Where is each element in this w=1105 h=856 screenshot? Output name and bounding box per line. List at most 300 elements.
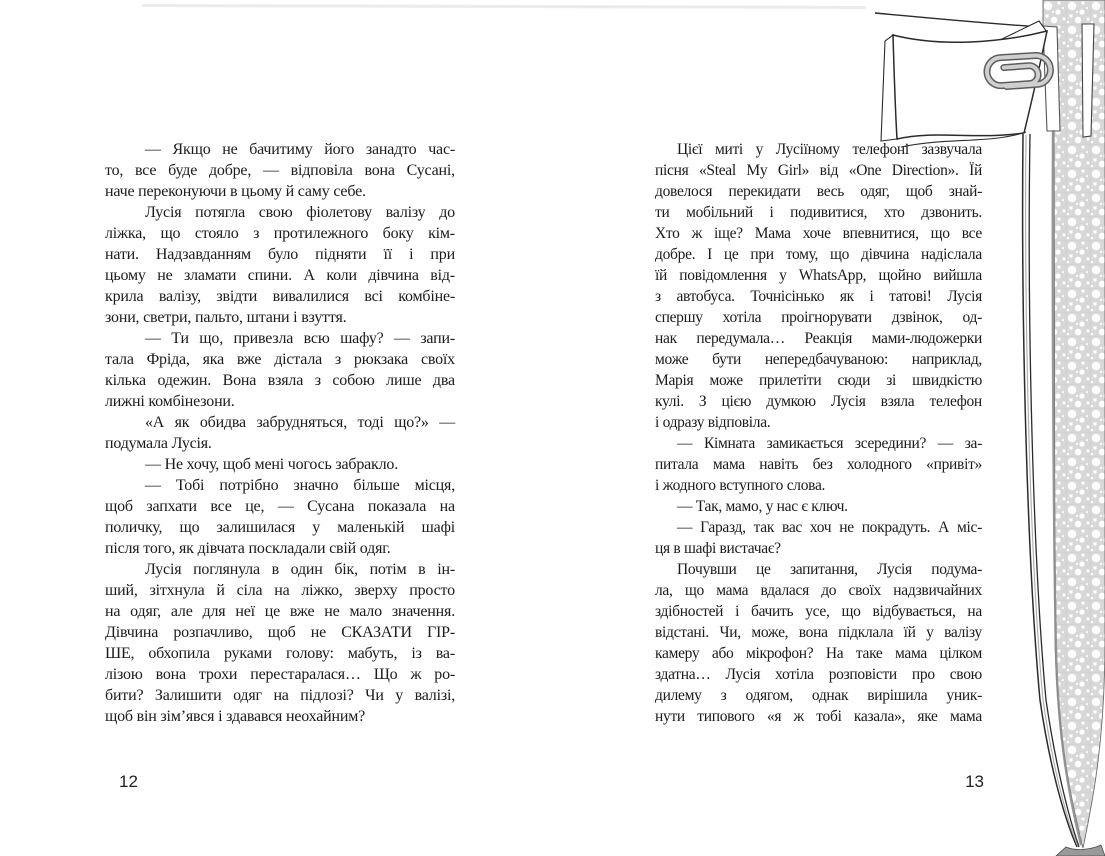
- word: так: [753, 519, 775, 536]
- word: це: [264, 603, 281, 620]
- word: мабуть,: [347, 645, 398, 662]
- word: «привіт»: [926, 456, 982, 473]
- word: шафі: [421, 519, 455, 536]
- word: бити?: [105, 687, 144, 704]
- word: —: [439, 414, 455, 431]
- word: мікрофон?: [745, 645, 814, 662]
- word: стояло: [194, 225, 239, 242]
- word: вже: [289, 603, 315, 620]
- word: значно: [293, 477, 339, 494]
- word: вивалилися: [272, 288, 349, 305]
- word: ліжко,: [301, 582, 343, 599]
- word: сюди: [837, 372, 871, 389]
- word: протилежного: [273, 225, 369, 242]
- word: яке: [917, 708, 938, 725]
- word: й: [216, 582, 225, 599]
- text-line: [105, 202, 455, 223]
- word: знай-: [948, 183, 982, 200]
- word: свою: [258, 204, 293, 221]
- text-line: зони, светри, пальто, штани і взуття.: [105, 309, 347, 326]
- word: пісня: [655, 162, 689, 179]
- word: Марія: [655, 372, 694, 389]
- word: Вона: [222, 372, 257, 389]
- word: «А: [145, 414, 165, 431]
- word: тобі: [816, 708, 842, 725]
- word: вас: [782, 519, 802, 536]
- word: що: [930, 225, 950, 242]
- word: занадто: [365, 141, 417, 158]
- word: Лусія: [947, 288, 982, 305]
- word: його: [324, 141, 355, 158]
- text-line: [105, 265, 455, 286]
- word: запхати: [146, 498, 197, 515]
- word: все: [210, 498, 232, 515]
- text-line: [105, 349, 455, 370]
- word: всю: [303, 330, 330, 347]
- text-line: [105, 664, 455, 685]
- word: поглянула: [193, 561, 260, 578]
- word: «я: [766, 708, 782, 725]
- word: на: [967, 603, 982, 620]
- word: що,: [199, 330, 224, 347]
- word: тоді: [357, 414, 384, 431]
- word: —: [394, 330, 410, 347]
- word: Почувши: [677, 561, 737, 578]
- word: Якщо: [172, 141, 211, 158]
- word: ж: [793, 708, 804, 725]
- text-line: — Так, мамо, у нас є ключ.: [677, 498, 848, 515]
- word: поличку,: [105, 519, 163, 536]
- word: подивитися,: [790, 204, 868, 221]
- word: «One: [848, 162, 882, 179]
- word: Дівчина: [105, 624, 159, 641]
- text-line: подумала Лусія.: [105, 435, 212, 452]
- word: бік,: [334, 561, 358, 578]
- word: два: [432, 372, 455, 389]
- word: привезла: [233, 330, 294, 347]
- word: ін-: [437, 561, 455, 578]
- text-line: [105, 286, 455, 307]
- word: може: [655, 351, 689, 368]
- word: не: [324, 603, 340, 620]
- word: і: [409, 246, 414, 263]
- word: що: [179, 519, 200, 536]
- word: або: [711, 645, 734, 662]
- word: хотіла: [722, 309, 762, 326]
- word: як: [174, 414, 190, 431]
- word: розпачливо,: [173, 624, 253, 641]
- word: про: [911, 666, 935, 683]
- word: Girl»: [777, 162, 810, 179]
- word: все: [961, 225, 982, 242]
- word: СКАЗАТИ: [341, 624, 412, 641]
- word: таке: [855, 645, 883, 662]
- word: в: [418, 561, 426, 578]
- word: і: [869, 288, 874, 305]
- word: мама: [895, 645, 927, 662]
- word: і: [735, 603, 740, 620]
- word: Гаразд,: [700, 519, 746, 536]
- word: обхопила: [148, 645, 210, 662]
- word: у: [926, 624, 934, 641]
- text-line: [105, 601, 455, 622]
- word: На: [825, 645, 844, 662]
- word: один: [290, 561, 323, 578]
- word: що?»: [394, 414, 429, 431]
- word: все: [135, 162, 157, 179]
- word: бачить: [751, 603, 794, 620]
- word: довелося: [655, 183, 713, 200]
- word: підлозі?: [300, 687, 354, 704]
- word: подума-: [931, 561, 982, 578]
- word: Мама: [754, 225, 791, 242]
- word: Лусія: [877, 561, 912, 578]
- word: що: [830, 246, 850, 263]
- word: і: [769, 204, 774, 221]
- text-line: [105, 496, 455, 517]
- word: ШЕ,: [105, 645, 135, 662]
- word: нак: [655, 330, 677, 347]
- word: весь: [816, 183, 845, 200]
- word: телефоні: [852, 141, 909, 158]
- word: вона: [155, 666, 186, 683]
- word: відбувається,: [872, 603, 956, 620]
- word: з: [655, 288, 661, 305]
- word: мама: [949, 708, 982, 725]
- word: питала: [655, 456, 699, 473]
- word: Лусія: [145, 561, 182, 578]
- word: ший,: [105, 582, 138, 599]
- word: потім: [369, 561, 407, 578]
- text-line: наче переконуючи в цьому й саму себе.: [105, 183, 366, 200]
- word: до: [821, 582, 837, 599]
- word: зазвучала: [921, 141, 982, 158]
- word: хотіла: [775, 666, 814, 683]
- word: крила: [105, 288, 144, 305]
- text-line: [105, 328, 455, 349]
- word: —: [145, 477, 161, 494]
- word: Залишити: [154, 687, 222, 704]
- word: щойно: [878, 267, 922, 284]
- word: Реакція: [804, 330, 853, 347]
- word: мами-людожерки: [871, 330, 982, 347]
- word: холодного: [847, 456, 912, 473]
- text-line: [105, 139, 455, 160]
- word: одяг,: [130, 603, 161, 620]
- word: одяг,: [860, 183, 890, 200]
- word: свою: [949, 666, 982, 683]
- word: зсередини?: [854, 435, 927, 452]
- page-number-right: 13: [965, 772, 984, 791]
- word: своїх: [420, 351, 455, 368]
- word: маленькій: [337, 519, 405, 536]
- text-line: [105, 475, 455, 496]
- word: від-: [430, 267, 455, 284]
- word: повідомлення: [679, 267, 767, 284]
- text-line: і одразу відповіла.: [655, 414, 771, 431]
- word: мама: [716, 582, 749, 599]
- word: з: [253, 225, 260, 242]
- word: «Steal: [698, 162, 736, 179]
- word: дзвінок,: [891, 309, 943, 326]
- word: типового: [697, 708, 755, 725]
- word: як: [839, 288, 854, 305]
- word: міс-: [956, 519, 982, 536]
- word: запитання,: [789, 561, 858, 578]
- word: дзвонить.: [921, 204, 982, 221]
- word: забрудняться,: [256, 414, 347, 431]
- word: Кімната: [703, 435, 755, 452]
- word: вийшла: [933, 267, 982, 284]
- word: в: [271, 561, 279, 578]
- word: на: [274, 582, 290, 599]
- word: їй: [655, 267, 668, 284]
- word: від: [819, 162, 839, 179]
- word: My: [746, 162, 768, 179]
- word: не: [310, 624, 327, 641]
- word: що: [684, 582, 704, 599]
- word: впевнитися,: [842, 225, 919, 242]
- word: цілком: [939, 645, 982, 662]
- word: без: [812, 456, 833, 473]
- word: значення.: [391, 603, 455, 620]
- word: валізу: [385, 204, 426, 221]
- word: що: [160, 225, 181, 242]
- word: ж: [410, 666, 422, 683]
- word: просто: [409, 582, 455, 599]
- word: перекидати: [728, 183, 801, 200]
- word: боку: [382, 225, 414, 242]
- word: Що: [373, 666, 398, 683]
- bottom-shadow-wedge: [1056, 845, 1105, 856]
- word: од-: [962, 309, 982, 326]
- word: миті: [714, 141, 743, 158]
- word: голову:: [285, 645, 334, 662]
- word: але: [170, 603, 193, 620]
- word: наприклад,: [911, 351, 982, 368]
- word: кім-: [428, 225, 455, 242]
- word: ва-: [435, 645, 455, 662]
- word: автобуса.: [676, 288, 735, 305]
- word: дилему: [655, 687, 702, 704]
- word: зітхнула: [149, 582, 205, 599]
- word: вже: [236, 351, 262, 368]
- word: —: [937, 435, 953, 452]
- text-line: [105, 370, 455, 391]
- word: дівчина: [861, 246, 910, 263]
- word: Тобі: [175, 477, 205, 494]
- word: цьому: [105, 267, 146, 284]
- word: шафу?: [340, 330, 384, 347]
- word: телефон: [929, 393, 982, 410]
- word: прилетіти: [758, 372, 822, 389]
- word: хоче: [802, 225, 831, 242]
- word: кулі.: [655, 393, 684, 410]
- word: підклала: [838, 624, 894, 641]
- text-line: [105, 622, 455, 643]
- word: при: [750, 246, 774, 263]
- word: одяг: [233, 687, 262, 704]
- word: їй: [903, 624, 916, 641]
- word: замикається: [766, 435, 844, 452]
- word: однак: [811, 687, 849, 704]
- word: собою: [332, 372, 375, 389]
- text-line: — Не хочу, щоб мені чогось забракло.: [145, 456, 399, 473]
- word: зі: [886, 372, 897, 389]
- word: нути: [655, 708, 685, 725]
- word: іще?: [713, 225, 743, 242]
- word: Фріда,: [146, 351, 190, 368]
- text-line: [105, 160, 455, 181]
- word: комбіне-: [398, 288, 455, 305]
- word: із: [411, 645, 422, 662]
- word: трохи: [198, 666, 238, 683]
- word: це: [755, 561, 771, 578]
- scan-artifact-line: [142, 4, 866, 9]
- word: татові!: [889, 288, 932, 305]
- word: коли: [326, 267, 357, 284]
- text-line: ця в шафі вистачає?: [655, 540, 781, 557]
- word: нати.: [105, 246, 139, 263]
- text-line: [105, 559, 455, 580]
- word: місця,: [414, 477, 455, 494]
- word: одежин.: [157, 372, 212, 389]
- word: на: [273, 687, 289, 704]
- word: Лусія: [830, 393, 866, 410]
- word: ГІР-: [426, 624, 455, 641]
- word: щоб: [905, 183, 933, 200]
- word: ліжка,: [105, 225, 146, 242]
- word: проігнорувати: [781, 309, 872, 326]
- word: звідти: [216, 288, 258, 305]
- word: уник-: [946, 687, 982, 704]
- paper-stack-edge: [875, 13, 1043, 27]
- word: усе,: [805, 603, 830, 620]
- word: думкою: [766, 393, 816, 410]
- word: взяла: [267, 372, 304, 389]
- word: у: [312, 519, 321, 536]
- word: обидва: [199, 414, 246, 431]
- word: це,: [245, 498, 265, 515]
- text-line: [105, 244, 455, 265]
- word: не: [839, 519, 854, 536]
- word: час-: [428, 141, 455, 158]
- text-line: [105, 580, 455, 601]
- word: добре.: [655, 246, 696, 263]
- word: зверху: [354, 582, 398, 599]
- word: хто: [883, 204, 905, 221]
- word: —: [277, 498, 294, 515]
- word: здатна…: [655, 666, 711, 683]
- word: на: [105, 603, 121, 620]
- word: вона: [364, 162, 395, 179]
- text-line: [105, 223, 455, 244]
- word: бути: [712, 351, 742, 368]
- word: сіла: [236, 582, 263, 599]
- word: то,: [105, 162, 124, 179]
- word: до: [439, 204, 455, 221]
- word: рюкзака: [353, 351, 409, 368]
- word: Чи: [365, 687, 384, 704]
- word: відповіла: [290, 162, 353, 179]
- word: всі: [364, 288, 383, 305]
- word: ро-: [434, 666, 455, 683]
- page-number-left: 12: [119, 772, 138, 791]
- word: валізу: [944, 624, 982, 641]
- word: Цієї: [677, 141, 703, 158]
- word: І: [707, 246, 712, 263]
- word: здібностей: [655, 603, 724, 620]
- word: Надзавданням: [155, 246, 251, 263]
- word: яка: [202, 351, 225, 368]
- word: що: [841, 603, 861, 620]
- word: спершу: [655, 309, 703, 326]
- word: у: [395, 687, 404, 704]
- word: Лусіїному: [775, 141, 840, 158]
- word: її: [383, 246, 392, 263]
- word: буде: [168, 162, 198, 179]
- word: щоб: [105, 498, 133, 515]
- word: вона: [798, 624, 828, 641]
- page-edge-illustration: [850, 0, 1105, 856]
- word: руками: [223, 645, 272, 662]
- word: WhatsApp,: [798, 267, 867, 284]
- word: бачитиму: [249, 141, 313, 158]
- text-line: [105, 412, 455, 433]
- text-line: після того, як дівчата поскладали свій одяг.: [105, 540, 391, 557]
- word: показала: [367, 498, 427, 515]
- word: не: [157, 267, 173, 284]
- word: навіть: [759, 456, 799, 473]
- word: своїх: [848, 582, 881, 599]
- word: Точнісінько: [750, 288, 825, 305]
- word: потрібно: [219, 477, 279, 494]
- word: Чи,: [719, 624, 741, 641]
- word: мало: [349, 603, 382, 620]
- word: кілька: [105, 372, 146, 389]
- word: у: [779, 267, 787, 284]
- word: підняти: [315, 246, 367, 263]
- word: спини.: [247, 267, 292, 284]
- word: Хто: [655, 225, 680, 242]
- word: непередбачуваною:: [764, 351, 888, 368]
- word: розповісти: [828, 666, 897, 683]
- word: надзвичайних: [893, 582, 982, 599]
- word: лише: [386, 372, 422, 389]
- word: камеру: [655, 645, 700, 662]
- word: було: [268, 246, 299, 263]
- word: Їй: [969, 162, 982, 179]
- word: А: [303, 267, 315, 284]
- word: швидкістю: [912, 372, 982, 389]
- word: Direction».: [891, 162, 959, 179]
- word: щоб: [267, 624, 296, 641]
- word: потягла: [195, 204, 246, 221]
- word: може,: [751, 624, 789, 641]
- word: це: [723, 246, 739, 263]
- word: для: [202, 603, 226, 620]
- word: у: [755, 141, 764, 158]
- word: може: [709, 372, 743, 389]
- word: лізою: [105, 666, 143, 683]
- text-line: лижні комбінезони.: [105, 393, 235, 410]
- word: відстані.: [655, 624, 710, 641]
- word: —: [145, 330, 161, 347]
- word: неї: [235, 603, 255, 620]
- word: валізу,: [158, 288, 201, 305]
- word: взяла: [880, 393, 915, 410]
- word: запи-: [420, 330, 455, 347]
